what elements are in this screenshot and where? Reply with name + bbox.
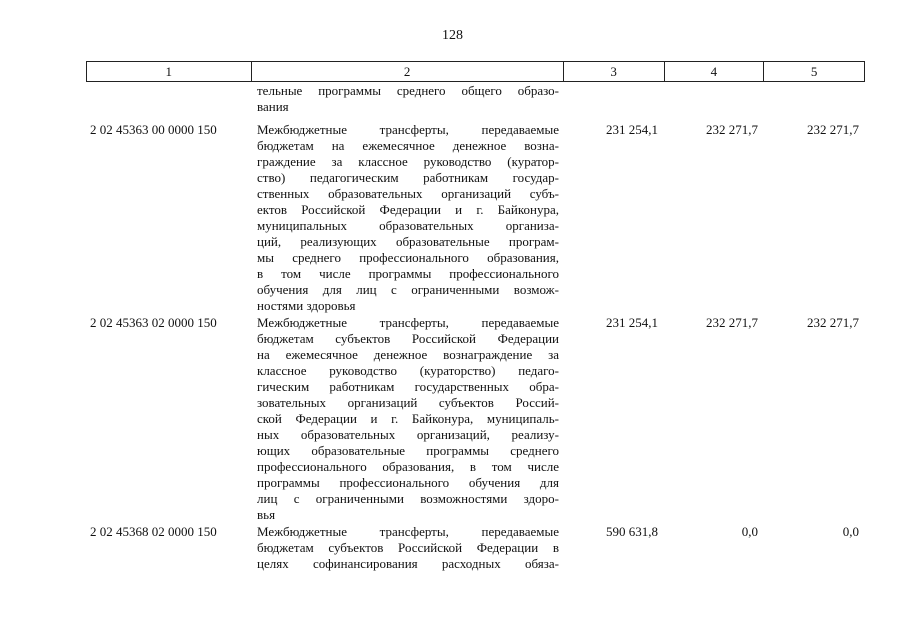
row-description	[257, 83, 559, 115]
row-value-col4: 0,0	[741, 524, 758, 539]
page-number: 128	[442, 28, 463, 43]
description-line: Межбюджетные трансферты, передаваемые	[257, 524, 559, 539]
row-code: 2 02 45368 02 0000 150	[90, 524, 217, 539]
description-line: Межбюджетные трансферты, передаваемые	[257, 122, 559, 137]
description-line: мы среднего профессионального образования,	[257, 250, 559, 265]
description-line: гическим работникам государственных обра-	[257, 379, 559, 394]
description-line: программы профессионального обучения для	[257, 475, 559, 490]
description-line: ностями здоровья	[257, 298, 356, 313]
row-code: 2 02 45363 02 0000 150	[90, 315, 217, 330]
column-header-4: 4	[665, 62, 765, 81]
row-description	[257, 122, 559, 314]
description-line: тельные программы среднего общего образо-	[257, 83, 559, 98]
description-line: ных образовательных организаций, реализу-	[257, 427, 559, 442]
description-line: ской Федерации и г. Байконура, муниципаль-	[257, 411, 559, 426]
row-code: 2 02 45363 00 0000 150	[90, 122, 217, 137]
description-line: бюджетам субъектов Российской Федерации в	[257, 540, 559, 555]
description-line: в том числе программы профессионального	[257, 266, 559, 281]
description-line: муниципальных образовательных организа-	[257, 218, 559, 233]
column-header-2: 2	[252, 62, 564, 81]
table-header	[86, 61, 865, 82]
row-value-col5: 0,0	[842, 524, 859, 539]
description-line: ственных образовательных организаций субъ-	[257, 186, 559, 201]
description-line: ство) педагогическим работникам государ-	[257, 170, 559, 185]
description-line: профессионального образования, в том числе	[257, 459, 559, 474]
row-value-col5: 232 271,7	[807, 315, 859, 330]
row-value-col3: 590 631,8	[606, 524, 658, 539]
description-line: ектов Российской Федерации и г. Байконура,	[257, 202, 559, 217]
description-line: граждение за классное руководство (куратор-	[257, 154, 559, 169]
description-line: лиц с ограниченными возможностями здоро-	[257, 491, 559, 506]
row-description	[257, 315, 559, 523]
row-value-col4: 232 271,7	[706, 315, 758, 330]
description-line: вья	[257, 507, 276, 522]
description-line: целях софинансирования расходных обяза-	[257, 556, 559, 571]
description-line: на ежемесячное денежное вознаграждение за	[257, 347, 559, 362]
description-line: Межбюджетные трансферты, передаваемые	[257, 315, 559, 330]
column-header-3: 3	[564, 62, 665, 81]
description-line: обучения для лиц с ограниченными возмож-	[257, 282, 559, 297]
row-value-col4: 232 271,7	[706, 122, 758, 137]
description-line: ющих образовательные программы среднего	[257, 443, 559, 458]
description-line: бюджетам на ежемесячное денежное возна-	[257, 138, 559, 153]
description-line: вания	[257, 99, 289, 114]
row-description	[257, 524, 559, 572]
description-line: бюджетам субъектов Российской Федерации	[257, 331, 559, 346]
description-line: зовательных организаций субъектов Россий-	[257, 395, 559, 410]
row-value-col5: 232 271,7	[807, 122, 859, 137]
column-header-1: 1	[87, 62, 252, 81]
description-line: ций, реализующих образовательные програм-	[257, 234, 559, 249]
row-value-col3: 231 254,1	[606, 315, 658, 330]
column-header-5: 5	[810, 64, 818, 79]
description-line: классное руководство (кураторство) педаго-	[257, 363, 559, 378]
row-value-col3: 231 254,1	[606, 122, 658, 137]
